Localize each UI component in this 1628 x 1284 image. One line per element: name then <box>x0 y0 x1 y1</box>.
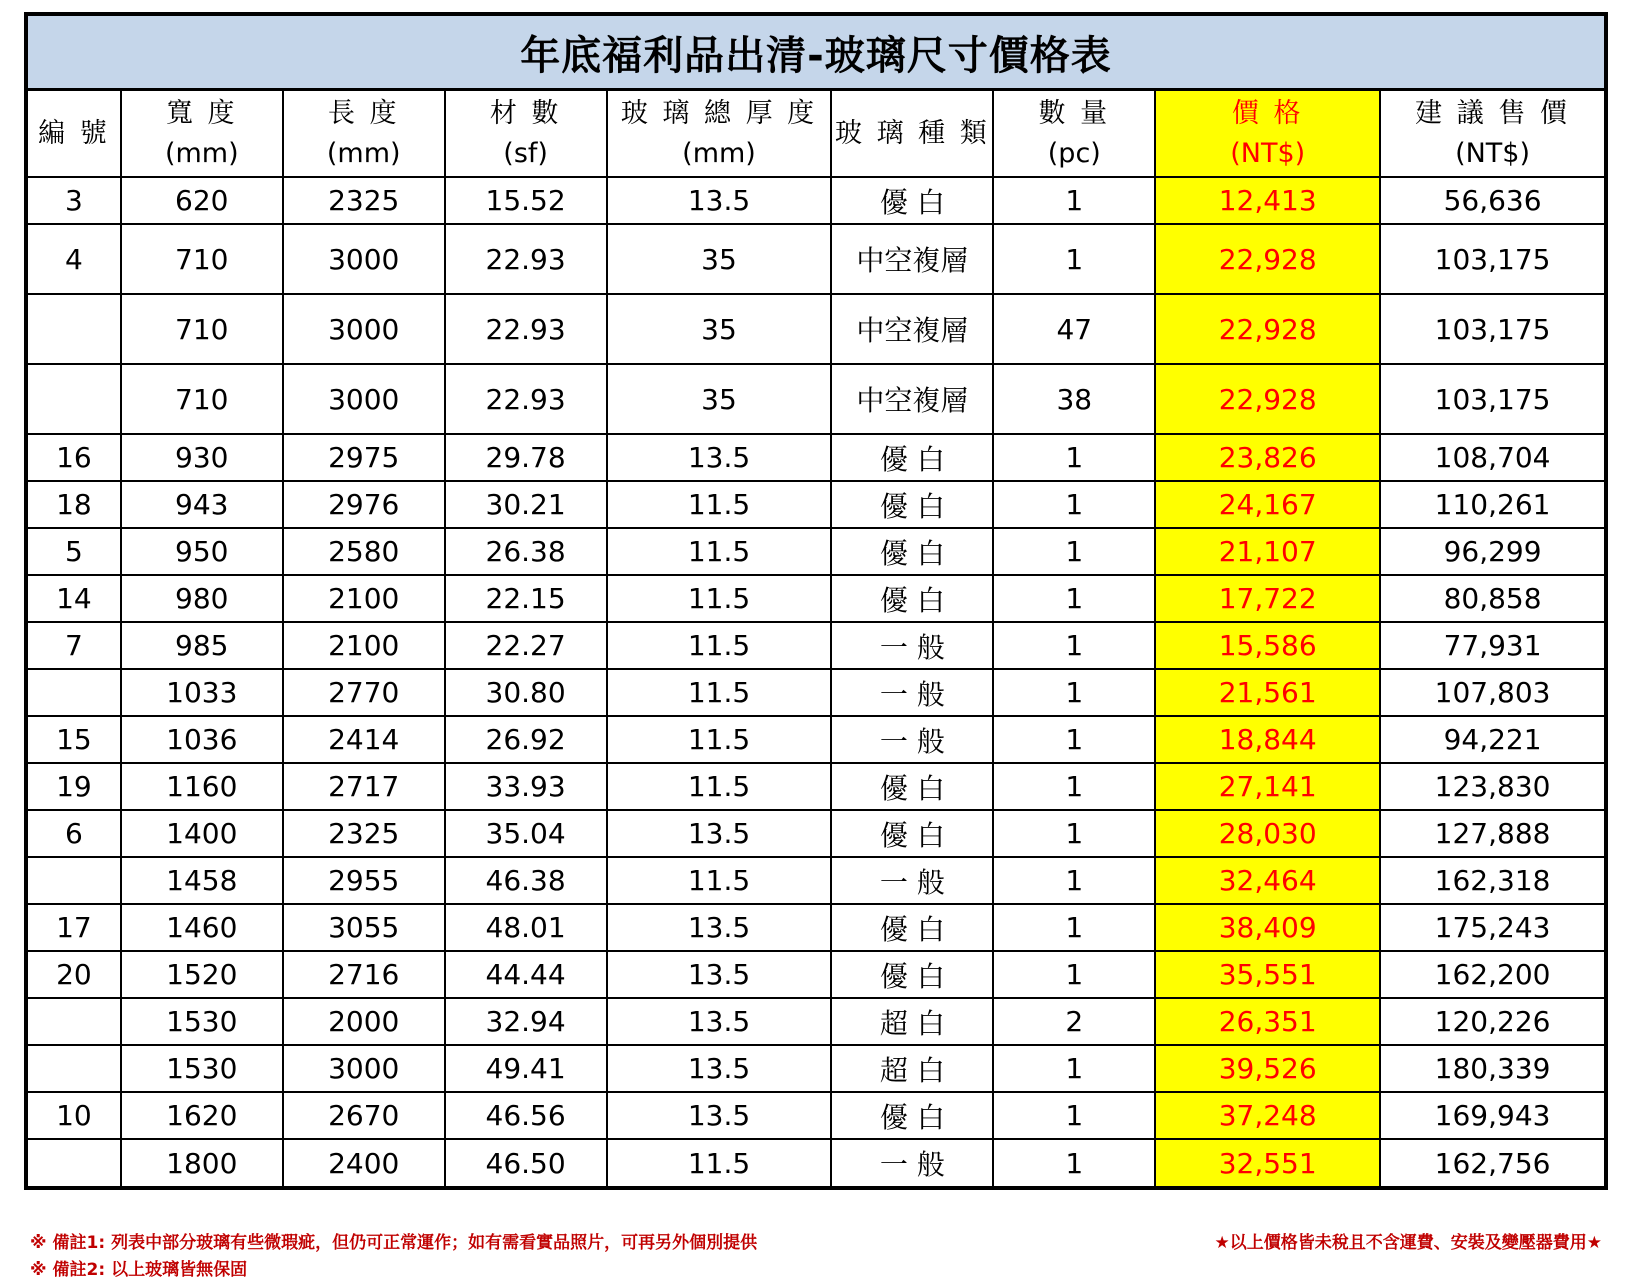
cell-retail: 162,200 <box>1380 951 1604 998</box>
cell-width: 1530 <box>121 1045 283 1092</box>
cell-width: 943 <box>121 481 283 528</box>
cell-area: 22.93 <box>445 224 607 294</box>
cell-price: 15,586 <box>1155 622 1380 669</box>
cell-area: 30.21 <box>445 481 607 528</box>
cell-width: 985 <box>121 622 283 669</box>
cell-area: 46.50 <box>445 1139 607 1186</box>
cell-area: 22.15 <box>445 575 607 622</box>
cell-length: 2100 <box>283 575 445 622</box>
cell-qty: 1 <box>993 810 1155 857</box>
header-type: 玻 璃 種 類 <box>831 91 993 177</box>
cell-area: 46.38 <box>445 857 607 904</box>
cell-width: 1033 <box>121 669 283 716</box>
cell-type: 中空複層 <box>831 364 993 434</box>
table-row <box>28 177 1604 224</box>
cell-thickness: 35 <box>607 294 832 364</box>
cell-area: 29.78 <box>445 434 607 481</box>
price-sheet <box>24 12 1608 1190</box>
cell-area: 49.41 <box>445 1045 607 1092</box>
cell-length: 2770 <box>283 669 445 716</box>
cell-type: 優 白 <box>831 481 993 528</box>
cell-width: 620 <box>121 177 283 224</box>
cell-width: 1800 <box>121 1139 283 1186</box>
cell-qty: 1 <box>993 177 1155 224</box>
header-area: 材 數 (sf) <box>445 91 607 177</box>
cell-price: 12,413 <box>1155 177 1380 224</box>
price-disclaimer: ★以上價格皆未稅且不含運費、安裝及變壓器費用★ <box>1214 1233 1602 1253</box>
page-title: 年底福利品出清-玻璃尺寸價格表 <box>28 16 1604 91</box>
glass-price-table <box>28 91 1604 1186</box>
table-row <box>28 622 1604 669</box>
cell-price: 21,107 <box>1155 528 1380 575</box>
cell-type: 優 白 <box>831 810 993 857</box>
cell-area: 26.38 <box>445 528 607 575</box>
cell-thickness: 35 <box>607 364 832 434</box>
cell-no: 19 <box>28 763 121 810</box>
table-row <box>28 528 1604 575</box>
table-row <box>28 763 1604 810</box>
cell-area: 46.56 <box>445 1092 607 1139</box>
cell-thickness: 13.5 <box>607 998 832 1045</box>
cell-price: 24,167 <box>1155 481 1380 528</box>
cell-length: 2100 <box>283 622 445 669</box>
cell-length: 2325 <box>283 810 445 857</box>
cell-width: 710 <box>121 294 283 364</box>
table-row <box>28 481 1604 528</box>
cell-price: 22,928 <box>1155 364 1380 434</box>
cell-area: 32.94 <box>445 998 607 1045</box>
cell-length: 2955 <box>283 857 445 904</box>
cell-type: 優 白 <box>831 528 993 575</box>
cell-qty: 1 <box>993 224 1155 294</box>
cell-length: 2325 <box>283 177 445 224</box>
cell-qty: 47 <box>993 294 1155 364</box>
cell-width: 1460 <box>121 904 283 951</box>
cell-type: 一 般 <box>831 1139 993 1186</box>
header-qty: 數 量 (pc) <box>993 91 1155 177</box>
cell-width: 1036 <box>121 716 283 763</box>
cell-retail: 103,175 <box>1380 224 1604 294</box>
cell-retail: 120,226 <box>1380 998 1604 1045</box>
cell-qty: 2 <box>993 998 1155 1045</box>
cell-retail: 80,858 <box>1380 575 1604 622</box>
cell-qty: 1 <box>993 716 1155 763</box>
cell-length: 2975 <box>283 434 445 481</box>
cell-width: 1458 <box>121 857 283 904</box>
cell-retail: 108,704 <box>1380 434 1604 481</box>
cell-thickness: 35 <box>607 224 832 294</box>
cell-price: 38,409 <box>1155 904 1380 951</box>
cell-retail: 56,636 <box>1380 177 1604 224</box>
table-row <box>28 575 1604 622</box>
cell-thickness: 13.5 <box>607 951 832 998</box>
cell-area: 30.80 <box>445 669 607 716</box>
cell-thickness: 11.5 <box>607 528 832 575</box>
cell-length: 2400 <box>283 1139 445 1186</box>
cell-area: 48.01 <box>445 904 607 951</box>
cell-width: 1530 <box>121 998 283 1045</box>
cell-retail: 127,888 <box>1380 810 1604 857</box>
cell-no <box>28 1139 121 1186</box>
cell-qty: 1 <box>993 575 1155 622</box>
cell-length: 2670 <box>283 1092 445 1139</box>
cell-type: 優 白 <box>831 434 993 481</box>
footnote-1: ※ 備註1: 列表中部分玻璃有些微瑕疵，但仍可正常運作；如有需看實品照片，可再另外個別提供 <box>30 1233 758 1253</box>
footnotes <box>30 1230 757 1284</box>
cell-area: 15.52 <box>445 177 607 224</box>
cell-thickness: 13.5 <box>607 1092 832 1139</box>
cell-thickness: 11.5 <box>607 1139 832 1186</box>
cell-thickness: 13.5 <box>607 810 832 857</box>
table-row <box>28 810 1604 857</box>
table-row <box>28 224 1604 294</box>
cell-width: 710 <box>121 364 283 434</box>
cell-qty: 1 <box>993 1092 1155 1139</box>
cell-type: 優 白 <box>831 1092 993 1139</box>
cell-type: 中空複層 <box>831 294 993 364</box>
cell-length: 3000 <box>283 294 445 364</box>
cell-qty: 1 <box>993 528 1155 575</box>
cell-area: 44.44 <box>445 951 607 998</box>
cell-area: 22.93 <box>445 364 607 434</box>
table-row <box>28 716 1604 763</box>
header-width: 寬 度 (mm) <box>121 91 283 177</box>
cell-type: 一 般 <box>831 622 993 669</box>
cell-retail: 103,175 <box>1380 294 1604 364</box>
cell-type: 優 白 <box>831 763 993 810</box>
cell-no: 3 <box>28 177 121 224</box>
cell-thickness: 13.5 <box>607 434 832 481</box>
cell-qty: 1 <box>993 1139 1155 1186</box>
table-header-row <box>28 91 1604 177</box>
cell-width: 1400 <box>121 810 283 857</box>
cell-no: 4 <box>28 224 121 294</box>
table-row <box>28 1139 1604 1186</box>
reference-mark-icon: ※ <box>30 1233 47 1253</box>
cell-no: 14 <box>28 575 121 622</box>
cell-price: 22,928 <box>1155 224 1380 294</box>
cell-thickness: 11.5 <box>607 716 832 763</box>
cell-no <box>28 294 121 364</box>
cell-width: 980 <box>121 575 283 622</box>
cell-length: 2414 <box>283 716 445 763</box>
cell-thickness: 13.5 <box>607 1045 832 1092</box>
cell-no: 5 <box>28 528 121 575</box>
header-thickness: 玻 璃 總 厚 度 (mm) <box>607 91 832 177</box>
table-row <box>28 857 1604 904</box>
cell-thickness: 11.5 <box>607 481 832 528</box>
cell-thickness: 11.5 <box>607 857 832 904</box>
cell-price: 35,551 <box>1155 951 1380 998</box>
cell-thickness: 11.5 <box>607 763 832 810</box>
cell-retail: 162,318 <box>1380 857 1604 904</box>
cell-price: 37,248 <box>1155 1092 1380 1139</box>
cell-no <box>28 857 121 904</box>
cell-length: 2000 <box>283 998 445 1045</box>
cell-width: 1160 <box>121 763 283 810</box>
cell-qty: 1 <box>993 763 1155 810</box>
cell-retail: 103,175 <box>1380 364 1604 434</box>
cell-area: 33.93 <box>445 763 607 810</box>
cell-type: 一 般 <box>831 857 993 904</box>
cell-price: 28,030 <box>1155 810 1380 857</box>
table-row <box>28 669 1604 716</box>
cell-no: 20 <box>28 951 121 998</box>
cell-no <box>28 1045 121 1092</box>
cell-retail: 123,830 <box>1380 763 1604 810</box>
cell-thickness: 11.5 <box>607 622 832 669</box>
cell-no: 16 <box>28 434 121 481</box>
cell-retail: 77,931 <box>1380 622 1604 669</box>
footnote-2: ※ 備註2: 以上玻璃皆無保固 <box>30 1260 248 1280</box>
cell-qty: 1 <box>993 481 1155 528</box>
table-row <box>28 1092 1604 1139</box>
cell-width: 930 <box>121 434 283 481</box>
cell-no: 15 <box>28 716 121 763</box>
cell-no: 17 <box>28 904 121 951</box>
cell-qty: 1 <box>993 857 1155 904</box>
header-price: 價 格 (NT$) <box>1155 91 1380 177</box>
cell-no: 18 <box>28 481 121 528</box>
cell-width: 1620 <box>121 1092 283 1139</box>
header-no: 編 號 <box>28 91 121 177</box>
cell-no <box>28 669 121 716</box>
cell-qty: 1 <box>993 951 1155 998</box>
cell-length: 3055 <box>283 904 445 951</box>
cell-type: 中空複層 <box>831 224 993 294</box>
cell-type: 優 白 <box>831 951 993 998</box>
cell-type: 優 白 <box>831 575 993 622</box>
cell-area: 26.92 <box>445 716 607 763</box>
cell-thickness: 11.5 <box>607 669 832 716</box>
cell-price: 27,141 <box>1155 763 1380 810</box>
cell-price: 21,561 <box>1155 669 1380 716</box>
cell-length: 3000 <box>283 224 445 294</box>
cell-thickness: 13.5 <box>607 904 832 951</box>
cell-qty: 1 <box>993 669 1155 716</box>
cell-no <box>28 998 121 1045</box>
cell-qty: 38 <box>993 364 1155 434</box>
cell-qty: 1 <box>993 622 1155 669</box>
cell-qty: 1 <box>993 434 1155 481</box>
cell-length: 2976 <box>283 481 445 528</box>
cell-width: 710 <box>121 224 283 294</box>
cell-type: 超 白 <box>831 998 993 1045</box>
cell-type: 一 般 <box>831 716 993 763</box>
cell-price: 26,351 <box>1155 998 1380 1045</box>
cell-length: 2717 <box>283 763 445 810</box>
cell-width: 1520 <box>121 951 283 998</box>
cell-area: 22.27 <box>445 622 607 669</box>
cell-area: 35.04 <box>445 810 607 857</box>
cell-retail: 94,221 <box>1380 716 1604 763</box>
cell-no <box>28 364 121 434</box>
cell-length: 2580 <box>283 528 445 575</box>
cell-type: 超 白 <box>831 1045 993 1092</box>
cell-price: 32,551 <box>1155 1139 1380 1186</box>
table-row <box>28 951 1604 998</box>
cell-price: 39,526 <box>1155 1045 1380 1092</box>
cell-retail: 169,943 <box>1380 1092 1604 1139</box>
cell-retail: 162,756 <box>1380 1139 1604 1186</box>
cell-length: 3000 <box>283 1045 445 1092</box>
cell-length: 3000 <box>283 364 445 434</box>
cell-qty: 1 <box>993 1045 1155 1092</box>
cell-type: 優 白 <box>831 904 993 951</box>
cell-retail: 107,803 <box>1380 669 1604 716</box>
table-row <box>28 998 1604 1045</box>
header-length: 長 度 (mm) <box>283 91 445 177</box>
cell-no: 10 <box>28 1092 121 1139</box>
cell-no: 7 <box>28 622 121 669</box>
cell-retail: 110,261 <box>1380 481 1604 528</box>
reference-mark-icon: ※ <box>30 1260 47 1280</box>
cell-retail: 180,339 <box>1380 1045 1604 1092</box>
cell-retail: 96,299 <box>1380 528 1604 575</box>
table-row <box>28 294 1604 364</box>
cell-area: 22.93 <box>445 294 607 364</box>
table-row <box>28 434 1604 481</box>
header-retail: 建 議 售 價 (NT$) <box>1380 91 1604 177</box>
cell-price: 32,464 <box>1155 857 1380 904</box>
cell-no: 6 <box>28 810 121 857</box>
table-row <box>28 364 1604 434</box>
cell-width: 950 <box>121 528 283 575</box>
cell-length: 2716 <box>283 951 445 998</box>
cell-price: 17,722 <box>1155 575 1380 622</box>
cell-price: 23,826 <box>1155 434 1380 481</box>
cell-type: 一 般 <box>831 669 993 716</box>
cell-thickness: 13.5 <box>607 177 832 224</box>
table-row <box>28 1045 1604 1092</box>
cell-price: 22,928 <box>1155 294 1380 364</box>
table-row <box>28 904 1604 951</box>
cell-qty: 1 <box>993 904 1155 951</box>
cell-type: 優 白 <box>831 177 993 224</box>
cell-retail: 175,243 <box>1380 904 1604 951</box>
cell-price: 18,844 <box>1155 716 1380 763</box>
cell-thickness: 11.5 <box>607 575 832 622</box>
